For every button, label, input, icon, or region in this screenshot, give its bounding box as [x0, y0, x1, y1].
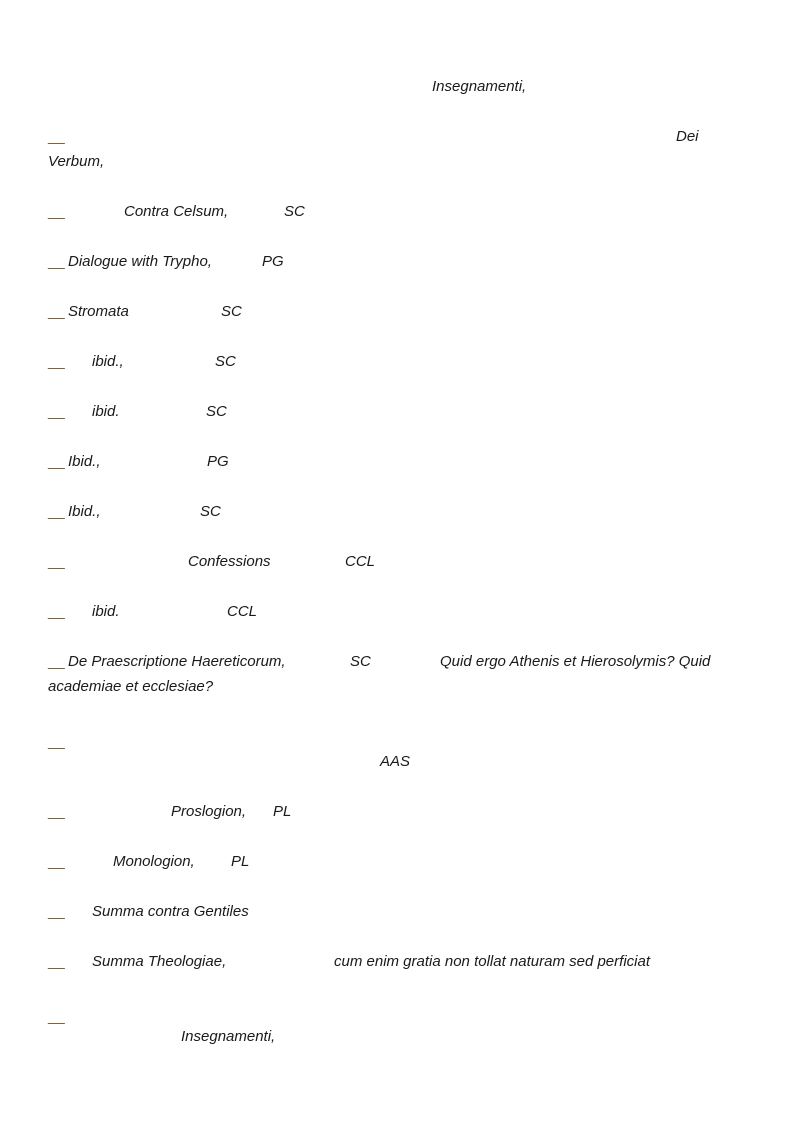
footnote-10-ref-a: ibid. [92, 603, 120, 620]
footnote-11-quote-a: Quid ergo Athenis et Hierosolymis? Quid [440, 653, 711, 670]
footnote-7-ref-a: Ibid., [68, 453, 101, 470]
footnote-5-ref-a: ibid., [92, 353, 124, 370]
footnote-9-ref-a: Confessions [188, 553, 271, 570]
footnote-7-mark[interactable]: __ [48, 453, 65, 470]
footnote-4-ref-b: SC [221, 303, 242, 320]
footnote-4-mark[interactable]: __ [48, 303, 65, 320]
footnote-13-ref-b: PL [273, 803, 292, 820]
footnote-15-ref-a: Summa contra Gentiles [92, 903, 249, 920]
footnote-11-mark[interactable]: __ [48, 653, 65, 670]
footnote-13-ref-a: Proslogion, [171, 803, 247, 820]
footnote-10-ref-b: CCL [227, 603, 258, 620]
footnote-10-mark[interactable]: __ [48, 603, 65, 620]
footnote-5-ref-b: SC [215, 353, 236, 370]
footnote-16-quote: cum enim gratia non tollat naturam sed perficiat [334, 953, 650, 970]
footnote-8-ref-a: Ibid., [68, 503, 101, 520]
footnote-14-ref-b: PL [231, 853, 250, 870]
footnote-0-ref: Insegnamenti, [432, 78, 527, 95]
footnote-9-mark[interactable]: __ [48, 553, 65, 570]
footnote-6-mark[interactable]: __ [48, 403, 65, 420]
footnote-2-ref-b: SC [284, 203, 305, 220]
footnote-15-mark[interactable]: __ [48, 903, 65, 920]
footnote-1-ref-b: Verbum, [48, 153, 105, 170]
footnote-4-ref-a: Stromata [68, 303, 129, 320]
footnote-12-ref-a: AAS [380, 753, 411, 770]
footnote-6-ref-a: ibid. [92, 403, 120, 420]
footnote-2-mark[interactable]: __ [48, 203, 65, 220]
footnote-1-mark[interactable]: __ [48, 128, 65, 145]
footnote-16-ref-a: Summa Theologiae, [92, 953, 227, 970]
footnote-16-mark[interactable]: __ [48, 953, 65, 970]
footnote-11-quote-b: academiae et ecclesiae? [48, 678, 214, 695]
footnote-11-ref-b: SC [350, 653, 371, 670]
footnote-14-mark[interactable]: __ [48, 853, 65, 870]
footnote-9-ref-b: CCL [345, 553, 376, 570]
footnote-3-mark[interactable]: __ [48, 253, 65, 270]
footnote-12-mark[interactable]: __ [48, 733, 65, 750]
footnote-6-ref-b: SC [206, 403, 227, 420]
footnote-2-ref-a: Contra Celsum, [124, 203, 229, 220]
footnote-3-ref-a: Dialogue with Trypho, [68, 253, 212, 270]
footnote-8-ref-b: SC [200, 503, 221, 520]
footnote-17-ref-a: Insegnamenti, [181, 1028, 276, 1045]
footnote-13-mark[interactable]: __ [48, 803, 65, 820]
footnote-7-ref-b: PG [207, 453, 229, 470]
footnote-14-ref-a: Monologion, [113, 853, 195, 870]
footnote-3-ref-b: PG [262, 253, 284, 270]
footnote-11-ref-a: De Praescriptione Haereticorum, [68, 653, 286, 670]
footnote-17-mark[interactable]: __ [48, 1008, 65, 1025]
footnote-8-mark[interactable]: __ [48, 503, 65, 520]
footnote-1-ref-a: Dei [676, 128, 699, 145]
footnote-5-mark[interactable]: __ [48, 353, 65, 370]
